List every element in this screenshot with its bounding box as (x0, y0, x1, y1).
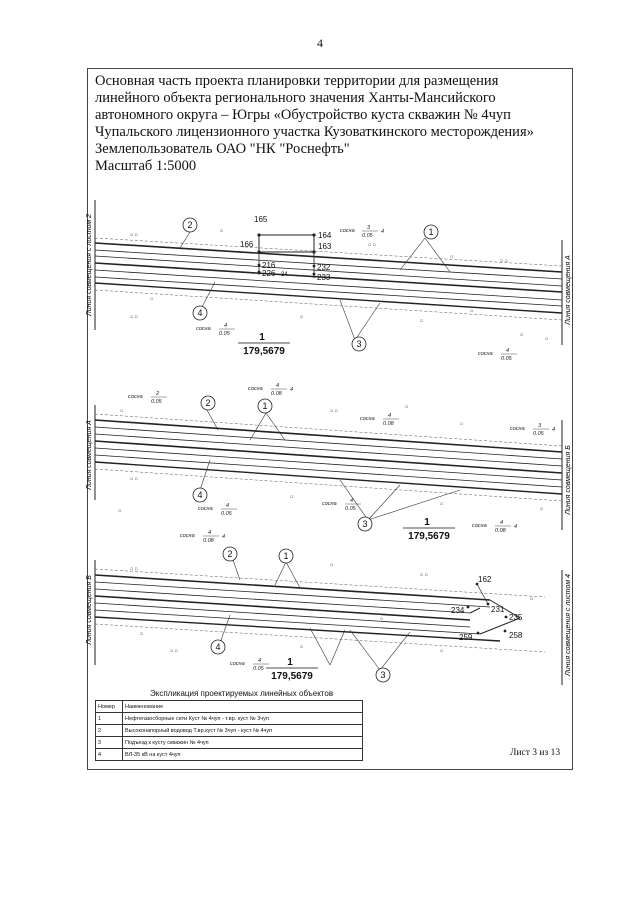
svg-text:▫ ▫: ▫ ▫ (500, 259, 508, 264)
object-marker-label: 3 (356, 339, 362, 349)
land-user-line: Землепользователь ОАО "НК "Роснефть" (95, 141, 350, 157)
page-number: 4 (317, 36, 323, 50)
svg-text:4: 4 (514, 524, 518, 530)
forest-species: сосна (478, 351, 493, 357)
forest-species: сосна (196, 326, 211, 332)
match-line-label: Линия совмещения А (86, 420, 93, 490)
match-line-label: Линия совмещения А (565, 255, 572, 325)
forest-species: сосна (510, 426, 525, 432)
corridor-lines (95, 420, 562, 494)
boundary-point-label: 226 (262, 269, 276, 278)
svg-text:▫ ▫: ▫ ▫ (420, 573, 428, 578)
svg-text:▫ ▫: ▫ ▫ (368, 243, 376, 248)
svg-text:4: 4 (350, 498, 354, 504)
legend-header-name: Наименование (123, 701, 363, 713)
parcel-number: 1 (424, 517, 430, 528)
svg-text:▫ ▫: ▫ ▫ (330, 409, 338, 414)
legend-row-number: 3 (96, 737, 123, 749)
svg-text:4: 4 (258, 658, 262, 664)
legend-row-number: 4 (96, 749, 123, 761)
svg-text:4: 4 (226, 503, 230, 509)
svg-text:▫: ▫ (540, 507, 544, 512)
legend-header-number: Номер (96, 701, 123, 713)
boundary-point-label: 166 (240, 240, 254, 249)
forest-species: сосна (472, 523, 487, 529)
legend-header-row (96, 701, 363, 713)
forest-species: сосна (340, 228, 355, 234)
svg-text:▫ ▫: ▫ ▫ (130, 477, 138, 482)
svg-text:▫: ▫ (290, 495, 294, 500)
forest-species: сосна (180, 533, 195, 539)
object-marker-label: 4 (197, 308, 203, 318)
svg-text:▫: ▫ (520, 333, 524, 338)
svg-text:0.08: 0.08 (203, 538, 214, 544)
forest-species: сосна (322, 501, 337, 507)
vegetation-symbols (130, 563, 533, 654)
boundary-point-label: 258 (509, 631, 523, 640)
svg-text:4: 4 (506, 348, 510, 354)
object-marker-label: 3 (380, 670, 386, 680)
svg-text:2: 2 (156, 391, 160, 397)
svg-text:▫: ▫ (405, 405, 409, 410)
vegetation-symbols (118, 405, 543, 514)
svg-text:0.05: 0.05 (362, 233, 373, 239)
sheet-info: Лист 3 из 13 (510, 748, 561, 758)
boundary-point-label: 163 (318, 242, 332, 251)
svg-text:▫ ▫: ▫ ▫ (130, 315, 138, 320)
svg-text:▫: ▫ (420, 319, 424, 324)
legend-row-name: Высоконапорный водовод Т.вр.куст № 3чуп - куст № 4чуп (123, 725, 363, 737)
svg-text:0.05: 0.05 (221, 511, 232, 517)
match-line-label: Линия совмещения Б (565, 445, 572, 515)
forest-species: сосна (128, 394, 143, 400)
svg-text:▫: ▫ (545, 337, 549, 342)
boundary-point-label: 165 (254, 215, 268, 224)
object-marker-label: 4 (197, 490, 203, 500)
title-line: автономного округа – Югры «Обустройство куста скважин № 4чуп (95, 107, 511, 123)
svg-text:▫: ▫ (470, 309, 474, 314)
svg-text:4: 4 (208, 530, 212, 536)
svg-text:0.05: 0.05 (253, 666, 264, 672)
boundary-point-label: 34 (281, 272, 288, 278)
svg-text:3: 3 (538, 423, 542, 429)
match-line-label: Линия совмещения с листом 4 (565, 573, 572, 677)
object-marker-label: 1 (262, 401, 268, 411)
svg-text:4: 4 (276, 383, 280, 389)
parcel-number: 1 (259, 332, 265, 343)
table-row (96, 713, 363, 725)
legend-table (95, 700, 363, 761)
svg-text:▫: ▫ (140, 632, 144, 637)
legend-row-name: Нефтегазосборные сети Куст № 4чуп - т.вр. куст № 3чуп (123, 713, 363, 725)
map-panel-3 (86, 530, 572, 685)
legend-row-name: Подъезд к кусту скважин № 4чуп (123, 737, 363, 749)
table-row (96, 749, 363, 761)
match-line-label: Линия совмещения Б (86, 575, 93, 645)
parcel-area: 179,5679 (408, 531, 450, 542)
boundary-point-label: 164 (318, 231, 332, 240)
svg-text:▫ ▫: ▫ ▫ (170, 649, 178, 654)
svg-text:4: 4 (290, 387, 294, 393)
svg-text:▫: ▫ (220, 229, 224, 234)
svg-text:0.05: 0.05 (533, 431, 544, 437)
forest-species: сосна (360, 416, 375, 422)
title-line: линейного объекта регионального значения Ханты-Мансийского (95, 90, 496, 106)
svg-text:3: 3 (367, 225, 371, 231)
svg-text:0.05: 0.05 (219, 331, 230, 337)
svg-text:▫ ▫: ▫ ▫ (130, 567, 138, 572)
svg-text:4: 4 (224, 323, 228, 329)
svg-text:0.05: 0.05 (501, 356, 512, 362)
object-marker-label: 2 (205, 398, 211, 408)
scale-line: Масштаб 1:5000 (95, 158, 197, 174)
legend-row-number: 1 (96, 713, 123, 725)
svg-text:▫: ▫ (118, 509, 122, 514)
object-marker-label: 2 (227, 549, 233, 559)
svg-text:▫: ▫ (530, 597, 534, 602)
boundary-point-label: 216 (262, 261, 276, 270)
match-line-label: Линия совмещения с листом 2 (86, 213, 93, 317)
map-panel-2 (86, 383, 572, 542)
title-line: Основная часть проекта планировки территории для размещения (95, 73, 499, 89)
forest-species: сосна (248, 386, 263, 392)
table-row (96, 737, 363, 749)
svg-text:▫: ▫ (440, 649, 444, 654)
boundary-point-label: 162 (478, 575, 492, 584)
svg-text:▫: ▫ (380, 617, 384, 622)
table-row (96, 725, 363, 737)
boundary-point-label: 234 (451, 606, 465, 615)
title-line: Чупальского лицензионного участка Кузоваткинского месторождения» (95, 124, 534, 140)
legend-title: Экспликация проектируемых линейных объектов (150, 689, 334, 698)
boundary-point-label: 231 (491, 605, 505, 614)
svg-text:▫ ▫: ▫ ▫ (130, 233, 138, 238)
svg-text:▫: ▫ (120, 409, 124, 414)
boundary-point-label: 235 (509, 613, 523, 622)
svg-text:▫: ▫ (440, 502, 444, 507)
legend-row-number: 2 (96, 725, 123, 737)
svg-text:▫: ▫ (300, 645, 304, 650)
parcel-number: 1 (287, 657, 293, 668)
svg-text:▫: ▫ (330, 563, 334, 568)
svg-text:▫: ▫ (300, 315, 304, 320)
svg-text:4: 4 (381, 229, 385, 235)
svg-text:▫: ▫ (150, 297, 154, 302)
svg-text:4: 4 (500, 520, 504, 526)
svg-text:▫: ▫ (460, 422, 464, 427)
svg-text:▫: ▫ (450, 255, 454, 260)
svg-text:0.08: 0.08 (495, 528, 506, 534)
svg-text:0.08: 0.08 (271, 391, 282, 397)
boundary-point-label: 233 (317, 273, 331, 282)
svg-text:0.05: 0.05 (151, 399, 162, 405)
object-marker-label: 1 (428, 227, 434, 237)
boundary-point-label: 232 (317, 263, 331, 272)
object-marker-label: 2 (187, 220, 193, 230)
svg-text:4: 4 (222, 534, 226, 540)
svg-text:4: 4 (552, 427, 556, 433)
svg-text:0.08: 0.08 (383, 421, 394, 427)
svg-text:0.05: 0.05 (345, 506, 356, 512)
map-panel-1 (86, 200, 572, 362)
svg-text:4: 4 (388, 413, 392, 419)
object-marker-label: 4 (215, 642, 221, 652)
object-marker-label: 3 (362, 519, 368, 529)
parcel-area: 179,5679 (243, 346, 285, 357)
legend-row-name: ВЛ-35 кВ на куст 4чуп (123, 749, 363, 761)
parcel-area: 179,5679 (271, 671, 313, 682)
forest-species: сосна (198, 506, 213, 512)
forest-species: сосна (230, 661, 245, 667)
boundary-point-label: 259 (459, 633, 473, 642)
object-marker-label: 1 (283, 551, 289, 561)
